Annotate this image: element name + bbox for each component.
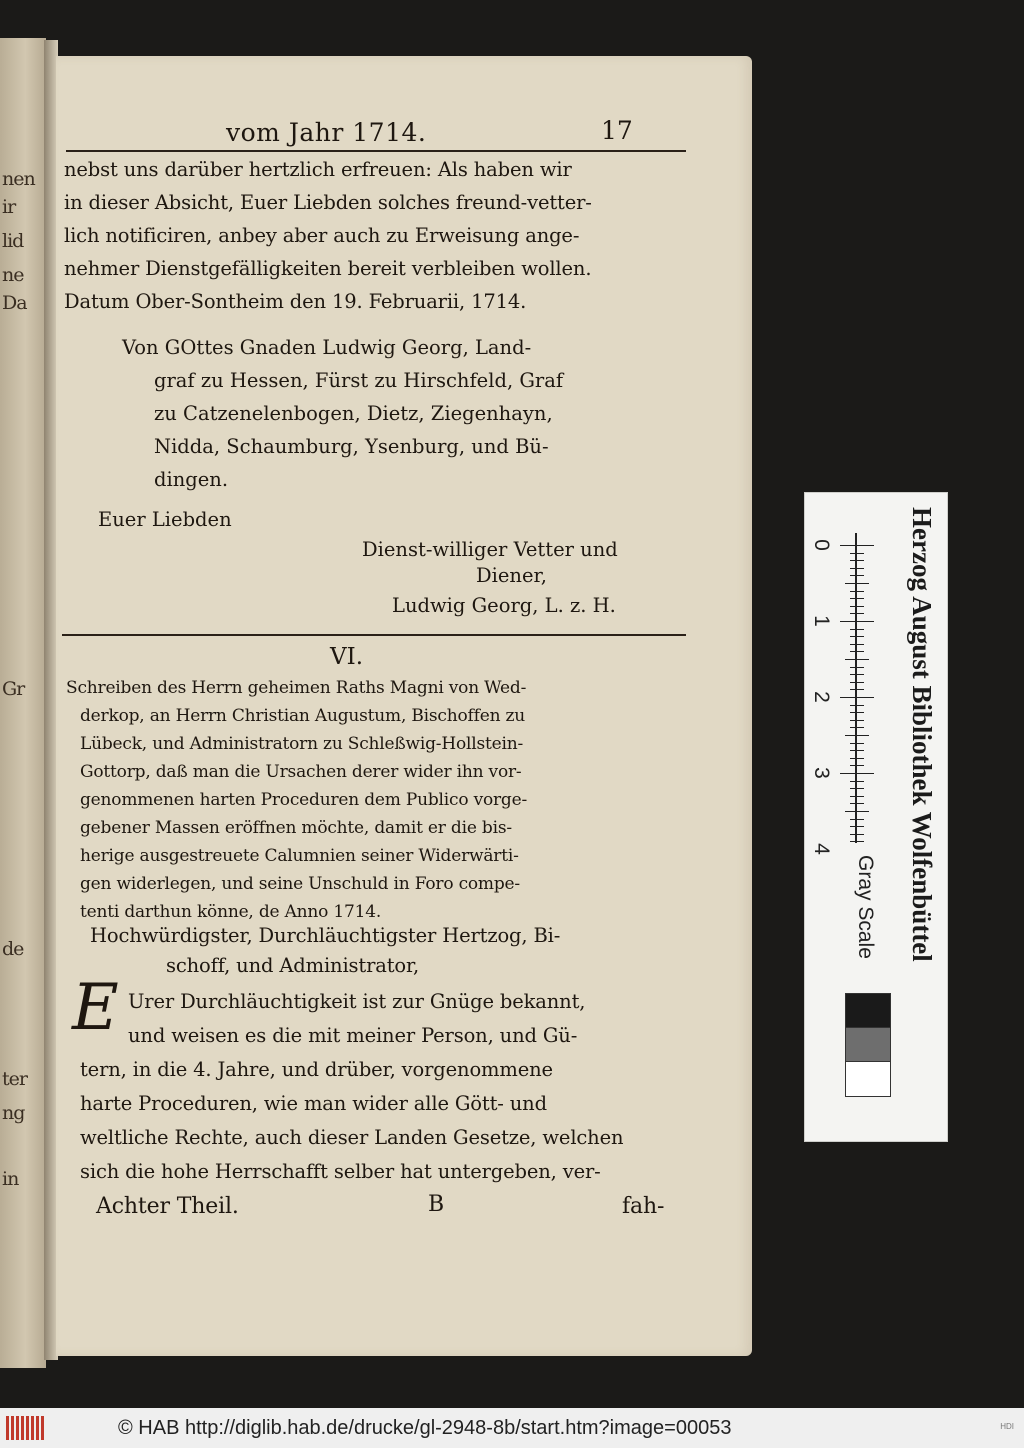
ruler-tick <box>840 697 874 698</box>
ruler-tick <box>850 591 864 592</box>
ruler-tick <box>850 781 864 782</box>
left-page-fragment: lid <box>2 230 24 252</box>
ruler-tick <box>850 758 864 759</box>
ruler-tick <box>845 811 869 812</box>
ruler-tick <box>850 598 864 599</box>
address-line: schoff, und Administrator, <box>166 954 420 977</box>
left-page-fragment: ir <box>2 196 16 218</box>
viewer-footer <box>0 1408 1024 1448</box>
ruler-tick <box>850 560 864 561</box>
ruler-tick <box>850 674 864 675</box>
ruler-tick <box>850 727 864 728</box>
dateline: Datum Ober-Sontheim den 19. Februarii, 1714. <box>64 290 527 313</box>
ruler-tick <box>845 583 869 584</box>
catchword: fah- <box>622 1194 665 1219</box>
ruler-tick <box>850 826 864 827</box>
ruler-tick <box>840 773 874 774</box>
closing-signature: Ludwig Georg, L. z. H. <box>392 594 616 617</box>
text-line: nebst uns darüber hertzlich erfreuen: Als haben wir <box>64 158 572 181</box>
ruler-tick <box>845 735 869 736</box>
left-page-fragment: Da <box>2 292 27 314</box>
text-line: lich notificiren, anbey aber auch zu Erweisung ange- <box>64 224 580 247</box>
signature-line: zu Catzenelenbogen, Dietz, Ziegenhayn, <box>154 402 553 425</box>
gray-swatch <box>845 1027 891 1063</box>
ruler-tick <box>850 682 864 683</box>
ruler-tick <box>850 819 864 820</box>
ruler-number: 1 <box>809 615 833 627</box>
ruler-tick <box>850 705 864 706</box>
address-line: Hochwürdigster, Durchläuchtigster Hertzog, Bi- <box>90 924 561 947</box>
gray-scale-label: Gray Scale <box>854 855 877 959</box>
letter-line: tern, in die 4. Jahre, und drüber, vorgenommene <box>80 1058 553 1081</box>
ruler-tick <box>850 651 864 652</box>
ruler-number: 0 <box>809 539 833 551</box>
closing-line: Diener, <box>476 564 547 587</box>
ruler-tick <box>850 667 864 668</box>
section-title-line: gebener Massen eröffnen möchte, damit er die bis- <box>80 818 512 838</box>
ruler-tick <box>850 689 864 690</box>
ruler-tick <box>850 841 864 842</box>
signature-mark: Achter Theil. <box>96 1194 239 1219</box>
hab-logo-icon <box>6 1416 46 1440</box>
copyright-link[interactable]: © HAB http://diglib.hab.de/drucke/gl-2948-8b/start.htm?image=00053 <box>118 1417 732 1439</box>
ruler-brand: Herzog August Bibliothek Wolfenbüttel <box>907 507 937 962</box>
left-page-fragment: in <box>2 1168 19 1190</box>
ruler-tick <box>850 568 864 569</box>
ruler-number: 2 <box>809 691 833 703</box>
left-page-fragment: ng <box>2 1102 25 1124</box>
corner-text: HDI <box>1000 1422 1014 1431</box>
signature-line: Von GOttes Gnaden Ludwig Georg, Land- <box>122 336 532 359</box>
closing-line: Dienst-williger Vetter und <box>362 538 618 561</box>
signature-line: dingen. <box>154 468 229 491</box>
ruler-tick <box>845 659 869 660</box>
left-page-fragment: ter <box>2 1068 27 1090</box>
ruler-tick <box>850 788 864 789</box>
ruler-tick <box>850 834 864 835</box>
ruler-tick <box>850 712 864 713</box>
left-page-edge <box>0 38 46 1368</box>
book-page <box>56 56 752 1356</box>
ruler-tick <box>850 796 864 797</box>
ruler-tick <box>850 750 864 751</box>
section-number: VI. <box>330 644 364 670</box>
ruler-tick <box>850 575 864 576</box>
ruler-tick <box>840 545 874 546</box>
ruler-tick <box>850 636 864 637</box>
ruler-tick <box>850 720 864 721</box>
letter-line: sich die hohe Herrschafft selber hat untergeben, ver- <box>80 1160 601 1183</box>
text-line: in dieser Absicht, Euer Liebden solches freund-vetter- <box>64 191 592 214</box>
ruler-tick <box>840 621 874 622</box>
left-page-fragment: Gr <box>2 678 25 700</box>
running-head: vom Jahr 1714. <box>226 118 427 147</box>
ruler-tick <box>850 553 864 554</box>
left-page-fragment: nen <box>2 168 35 190</box>
head-rule <box>66 150 686 152</box>
color-scale-ruler <box>804 492 948 1142</box>
section-title-line: gen widerlegen, und seine Unschuld in Foro compe- <box>80 874 520 894</box>
left-page-fragment: de <box>2 938 24 960</box>
letter-line: weltliche Rechte, auch dieser Landen Gesetze, welchen <box>80 1126 624 1149</box>
ruler-tick <box>850 606 864 607</box>
ruler-tick <box>850 803 864 804</box>
letter-line: harte Proceduren, wie man wider alle Gött- und <box>80 1092 547 1115</box>
left-page-fragment: ne <box>2 264 24 286</box>
signature-line: graf zu Hessen, Fürst zu Hirschfeld, Graf <box>154 369 564 392</box>
ruler-tick <box>850 765 864 766</box>
section-rule <box>62 634 686 636</box>
section-title-line: genommenen harten Proceduren dem Publico vorge- <box>80 790 528 810</box>
page-number: 17 <box>601 116 633 145</box>
gray-swatch <box>845 993 891 1029</box>
letter-line: Urer Durchläuchtigkeit ist zur Gnüge bekannt, <box>128 990 586 1013</box>
ruler-tick <box>850 644 864 645</box>
section-title-line: Lübeck, und Administratorn zu Schleßwig-Hollstein- <box>80 734 524 754</box>
text-line: nehmer Dienstgefälligkeiten bereit verbleiben wollen. <box>64 257 592 280</box>
section-title-line: derkop, an Herrn Christian Augustum, Bischoffen zu <box>80 706 526 726</box>
gathering-mark: B <box>428 1192 445 1217</box>
section-title-line: Schreiben des Herrn geheimen Raths Magni von Wed- <box>66 678 527 698</box>
drop-cap: E <box>72 971 119 1045</box>
ruler-tick <box>850 743 864 744</box>
ruler-number: 4 <box>809 843 833 855</box>
letter-line: und weisen es die mit meiner Person, und Gü- <box>128 1024 578 1047</box>
section-title-line: tenti darthun könne, de Anno 1714. <box>80 902 382 922</box>
gray-swatch <box>845 1061 891 1097</box>
signature-line: Nidda, Schaumburg, Ysenburg, und Bü- <box>154 435 549 458</box>
ruler-number: 3 <box>809 767 833 779</box>
section-title-line: herige ausgestreuete Calumnien seiner Widerwärti- <box>80 846 519 866</box>
ruler-tick <box>850 629 864 630</box>
section-title-line: Gottorp, daß man die Ursachen derer wider ihn vor- <box>80 762 522 782</box>
ruler-tick <box>850 613 864 614</box>
closing-salutation: Euer Liebden <box>98 508 232 531</box>
